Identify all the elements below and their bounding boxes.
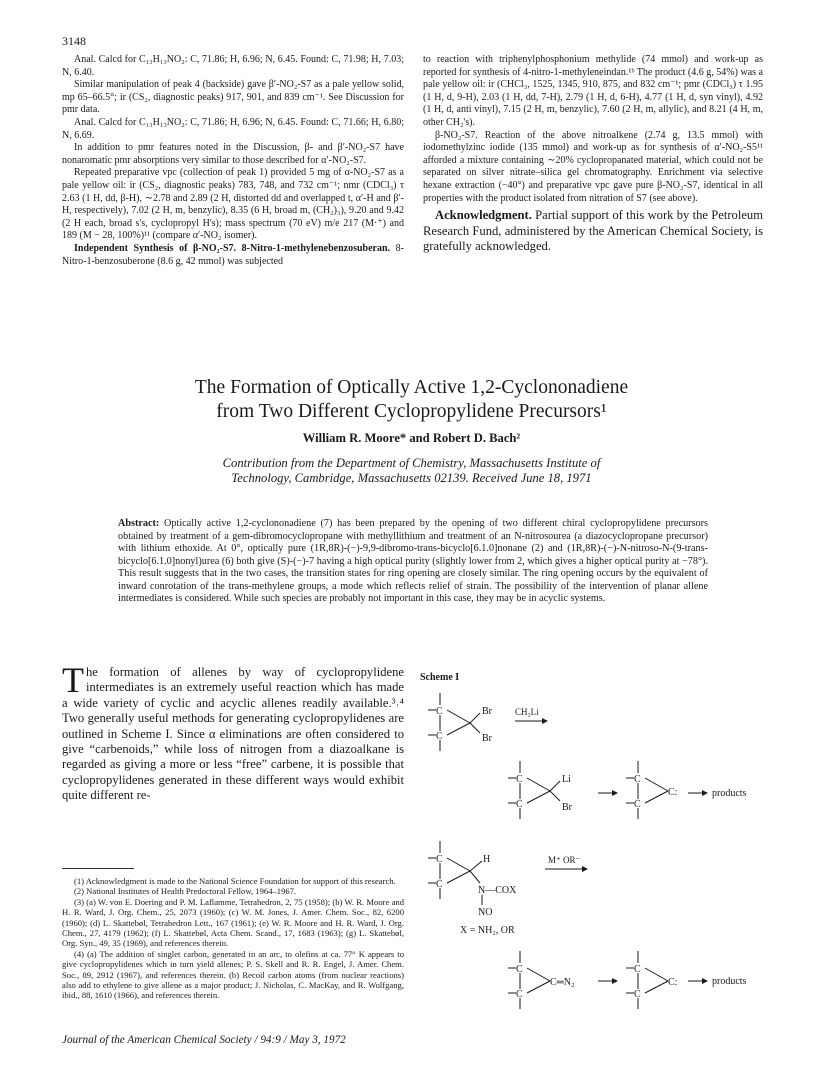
atom-c: C xyxy=(516,774,523,785)
footnote: (2) National Institutes of Health Predoctoral Fellow, 1964–1967. xyxy=(74,886,297,897)
atom-c: C xyxy=(436,854,443,865)
cyclopropylidene xyxy=(626,951,677,1009)
paragraph: In addition to pmr features noted in the Discussion, β- and β′-NO₂-S7 have nonaromatic pmr absorptions very similar to those described for α′-NO₂-S7. xyxy=(62,142,404,166)
atom-c: C xyxy=(634,799,641,810)
atom-h: H xyxy=(483,854,491,865)
carbene-center: C: xyxy=(668,977,678,988)
paragraph-text: 8-Nitro-1-benzosuberone (8.6 g, 42 mmol) was subjected xyxy=(62,242,404,267)
atom-li: Li xyxy=(562,774,571,785)
arrowhead xyxy=(702,790,708,796)
atom-c: C xyxy=(436,879,443,890)
nitrosourea xyxy=(428,841,517,936)
abstract-text: Optically active 1,2-cyclononadiene (7) has been prepared by the opening of two different chiral cyclopropylidene precursors obtained by treatment of a gem-dibromocyclopropane with methyllithium and treatment of an N-nitrosourea (a diazocyclopropane precursor) with lithium ethoxide. At 0°, optically pure (1R,8R)-(−)-9,9-dibromo-trans-bicyclo[6.1.0]nonane (2) and (1R,8R)-(−)-N-nitroso-N-(9-trans-bicyclo[6.1.0]nonyl)urea (6) both give (S)-(−)-7 having a high optical purity (slightly lower from 2, which gives a higher optical purity at −78°). This result suggests that in the two cases, the transition states for ring opening are closely similar. The ring opening occurs by the equivalent of inward conrotation of the trans-methylene groups, a mode which reflects relief of strain. The possibility of the intervention of planar allene intermediates is considered. While such species are probably not important in this case, they may be in acyclic systems. xyxy=(118,518,708,604)
arrowhead xyxy=(612,978,618,984)
atom-br: Br xyxy=(482,733,492,744)
acknowledgment-text: Partial support of this work by the Petroleum Research Fund, administered by the American Chemical Society, is gratefully acknowledged. xyxy=(423,208,763,254)
paragraph: Anal. Calcd for C₁₃H₁₃NO₂: C, 71.86; H, 6.96; N, 6.45. Found: C, 71.98; H, 7.03; N, 6.40. xyxy=(62,54,404,78)
title-line: The Formation of Optically Active 1,2-Cyclononadiene xyxy=(194,377,629,398)
arrowhead xyxy=(702,978,708,984)
nitroso-group: NO xyxy=(478,907,493,918)
carbenoid xyxy=(508,761,573,819)
article-title xyxy=(60,376,763,424)
section-heading: Independent Synthesis of β-NO₂-S7. 8-Nitro-1-methylenebenzosuberan. xyxy=(74,242,391,254)
paragraph: Similar manipulation of peak 4 (backside) gave β′-NO₂-S7 as a pale yellow solid, mp 65–66.5°; ir (CS₂, diagnostic peaks) 917, 901, and 839 cm⁻¹. See Discussion for pmr data. xyxy=(62,79,404,116)
atom-c: C xyxy=(516,964,523,975)
atom-c: C xyxy=(436,706,443,717)
atom-c: C xyxy=(634,989,641,1000)
n-cox-group: N—COX xyxy=(478,885,517,896)
paragraph: Anal. Calcd for C₁₃H₁₃NO₂: C, 71.86; H, 6.96; N, 6.45. Found: C, 71.66; H, 6.80; N, 6.69. xyxy=(62,116,404,141)
atom-br: Br xyxy=(562,802,572,813)
authors: William R. Moore* and Robert D. Bach² xyxy=(302,431,521,445)
x-definition: X = NH₂, OR xyxy=(460,925,515,936)
paragraph: β-NO₂-S7. Reaction of the above nitroalkene (2.74 g, 13.5 mmol) with iodomethylzinc iodide (135 mmol) and work-up as for synthesis of α′-NO₂-S5¹¹ afforded a mixture containing ∼20% cyclopropanated material, which could not be separated on silver nitrate–silica gel chromatography. Enrichment via selective hexane extraction (−40°) and preparative vpc gave pure β-NO₂-S7, identical in all properties with the product isolated from nitration of S7 (see above). xyxy=(423,129,763,204)
footnotes xyxy=(62,876,404,1001)
paragraph: Repeated preparative vpc (collection of peak 1) provided 5 mg of α-NO₂-S7 as a pale yellow oil: ir (CS₂, diagnostic peaks) 783, 748, and 732 cm⁻¹; nmr (CDCl₃) τ 2.63 (1 H, dd, β-H), ∼2.78 and 2.89 (2 H, distorted dd and overlapped t, α′-H and β′-H, respectively), 7.02 (2 H, m, benzylic), 8.35 (6 H, broad m, (CH₂)₃), 9.20 and 9.42 (2 H each, broad s's, cyclopropyl H's); mass spectrum (70 eV) m/e 217 (M·⁺) and 189 (M − 28, 100%)¹¹ (compare α′-NO₂ isomer). xyxy=(62,167,404,242)
introduction-text: he formation of allenes by way of cyclopropylidene intermediates is an extremely useful reaction which has made a wide variety of cyclic and acyclic allenes readily available.³˒⁴ Two generally useful methods for generating cyclopropylidenes are outlined in Scheme I. Since α eliminations are often considered to give “carbenoids,” while loss of nitrogen from a diazoalkane is regarded as giving a more or less “free” carbene, it is possible that cyclopropylidenes generated in these different ways would exhibit quite different re- xyxy=(62,665,404,803)
reagent-label: CH₃Li xyxy=(515,707,539,717)
abstract-label: Abstract: xyxy=(118,518,160,529)
products-label: products xyxy=(712,976,747,987)
diazo-group: C═N₂ xyxy=(550,977,575,988)
scheme-title: Scheme I xyxy=(420,672,460,683)
abstract xyxy=(118,518,708,606)
atom-br: Br xyxy=(482,706,492,717)
paragraph: to reaction with triphenylphosphonium methylide (74 mmol) and work-up as reported for synthesis of 4-nitro-1-methyleneindan.¹ᵇ The product (4.6 g, 54%) was a pale yellow oil: ir (CHCl₃, 1525, 1345, 910, 875, and 832 cm⁻¹; pmr (CDCl₃) τ 1.95 (1 H, d, 9-H), 2.03 (1 H, dd, 7-H), 2.79 (1 H, d, 6-H), 4.77 (1 H, d, syn vinyl), 4.92 (1 H, d, anti vinyl), 7.15 (2 H, m, benzylic), 7.60 (2 H, m, allylic), and 8.21 (4 H, m, other CH₂'s). xyxy=(423,54,763,128)
reagent-label: M⁺ OR⁻ xyxy=(548,855,581,865)
cyclopropylidene xyxy=(626,761,677,819)
footnote: (4) (a) The addition of singlet carbon, generated in an arc, to olefins at ca. 77° K appears to give cyclopropylidenes which in turn yield allenes; P. S. Skell and R. R. Engel, J. Amer. Chem. Soc., 89, 2912 (1967), and references therein. (b) Recoil carbon atoms (from nuclear reactions) also add to ethylene to give allene as a major product; J. Nicholas, C. MacKay, and R. Wolfgang, ibid., 88, 1610 (1966), and references therein. xyxy=(62,948,404,1001)
scheme-diagram xyxy=(420,683,760,1013)
affiliation-line: Technology, Cambridge, Massachusetts 02139. Received June 18, 1971 xyxy=(231,471,592,485)
products-label: products xyxy=(712,788,747,799)
affiliation xyxy=(60,456,763,486)
drop-cap: T xyxy=(62,660,84,700)
paragraph xyxy=(62,243,404,268)
atom-c: C xyxy=(436,731,443,742)
footnote: (1) Acknowledgment is made to the National Science Foundation for support of this research. xyxy=(74,876,396,886)
atom-c: C xyxy=(516,989,523,1000)
title-line: from Two Different Cyclopropylidene Precursors¹ xyxy=(216,401,607,422)
left-column-experimental xyxy=(62,54,404,268)
page-number: 3148 xyxy=(62,34,86,48)
arrowhead xyxy=(612,790,618,796)
dibromocyclopropane xyxy=(428,693,493,751)
introduction xyxy=(62,660,404,804)
atom-c: C xyxy=(634,774,641,785)
arrowhead xyxy=(542,718,548,724)
scheme-one xyxy=(420,672,760,1017)
journal-footer: Journal of the American Chemical Society / 94:9 / May 3, 1972 xyxy=(62,1034,346,1046)
footnote-rule xyxy=(62,868,134,869)
acknowledgment-heading: Acknowledgment. xyxy=(435,208,532,223)
carbene-center: C: xyxy=(668,787,678,798)
diazocyclopropane xyxy=(508,951,574,1009)
right-column-experimental xyxy=(423,54,763,255)
affiliation-line: Contribution from the Department of Chemistry, Massachusetts Institute of xyxy=(222,456,601,470)
acknowledgment xyxy=(423,208,763,255)
atom-c: C xyxy=(516,799,523,810)
atom-c: C xyxy=(634,964,641,975)
footnote: (3) (a) W. von E. Doering and P. M. Laflamme, Tetrahedron, 2, 75 (1958); (b) W. R. Moore and H. R. Ward, J. Org. Chem., 25, 2073 (1960); (c) W. M. Jones, J. Amer. Chem. Soc., 82, 6200 (1960); (d) L. Skattebøl, Tetrahedron Lett., 167 (1961); (e) W. R. Moore and H. R. Ward, J. Org. Chem., 27, 4179 (1962); (f) L. Skattebøl, Acta Chem. Scand., 17, 1683 (1963); (g) L. Skattebøl, Org. Syn., 49, 35 (1969), and references therein. xyxy=(62,896,404,949)
arrowhead xyxy=(582,866,588,872)
